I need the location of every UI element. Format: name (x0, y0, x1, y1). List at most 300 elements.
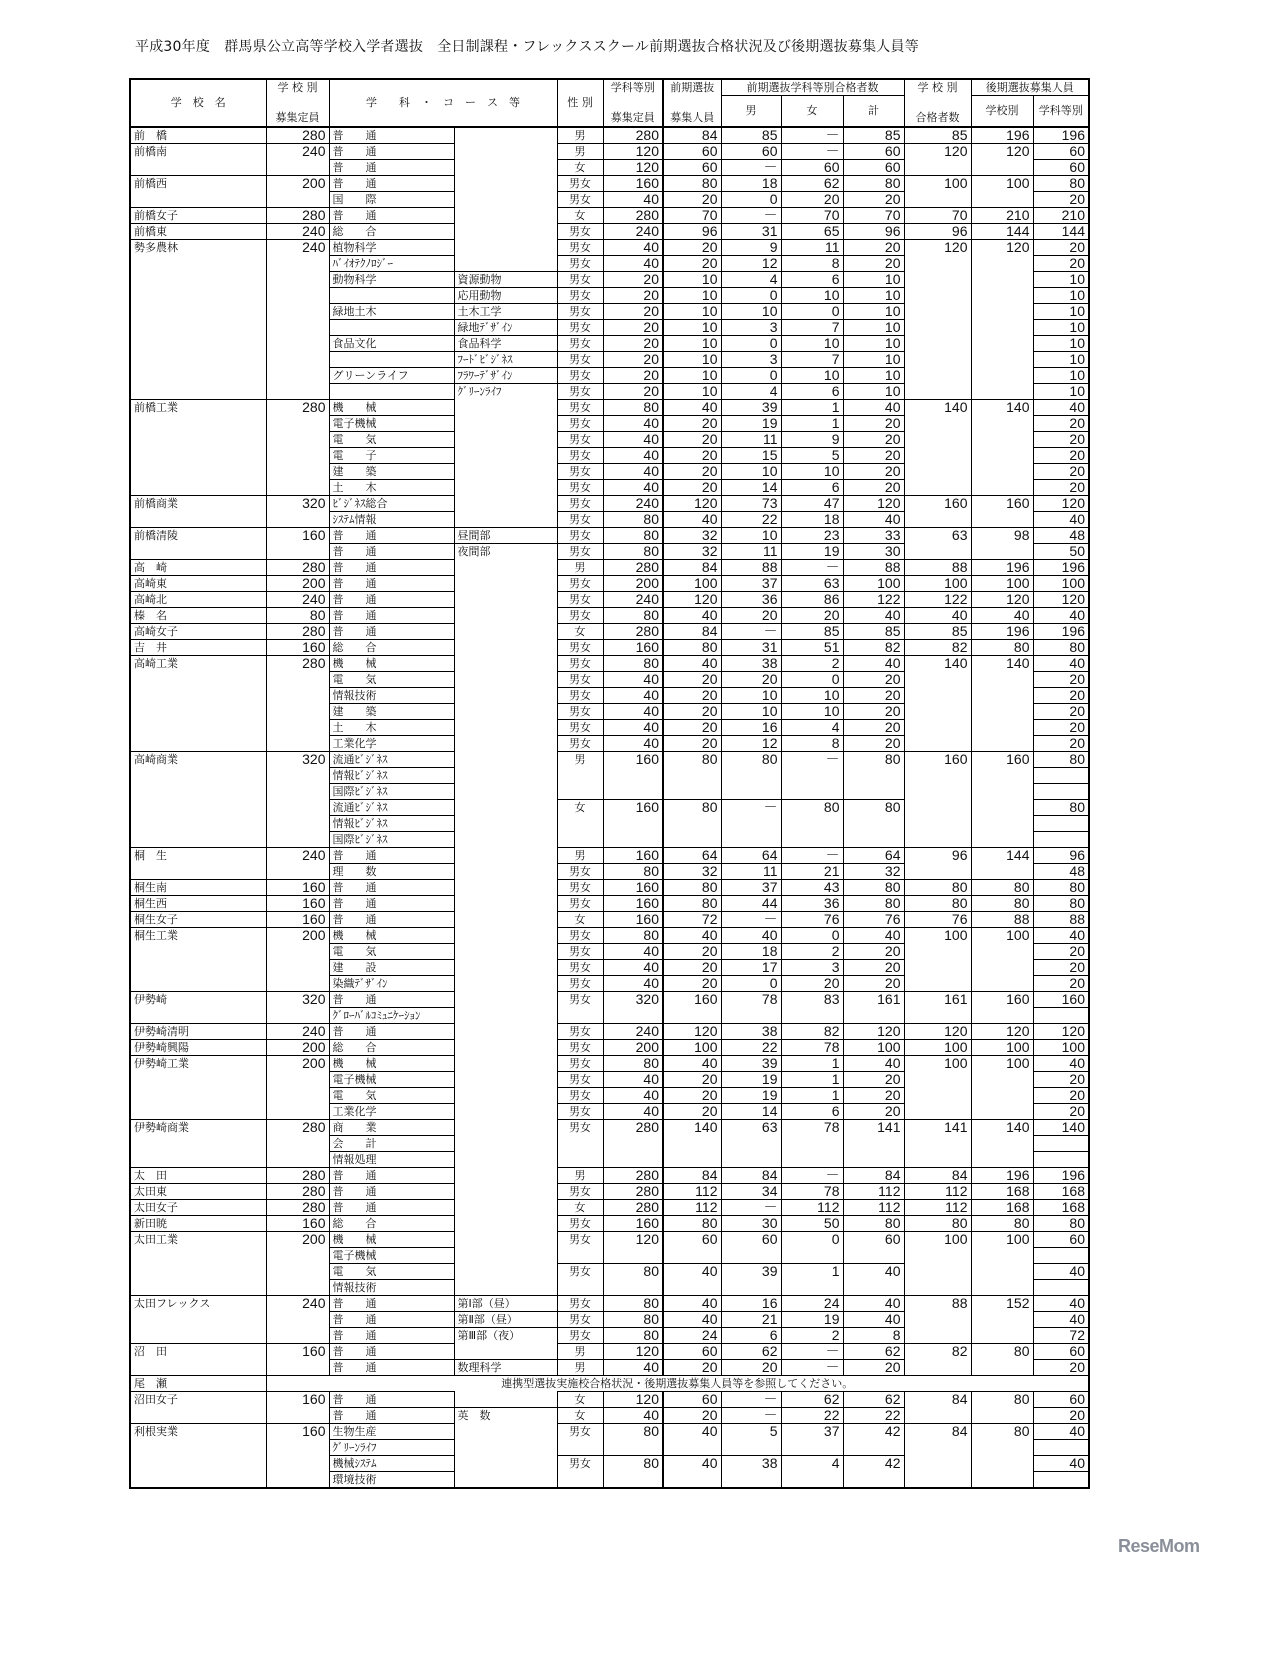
course-cell (454, 800, 557, 816)
department-cell: 情報技術 (329, 688, 454, 704)
passed-female-cell: － (781, 127, 843, 144)
department-cell: 総 合 (329, 640, 454, 656)
department-cell: 普 通 (329, 144, 454, 160)
later-school-cell (971, 1088, 1033, 1104)
school-name-cell (130, 448, 266, 464)
passed-female-cell: － (781, 1168, 843, 1184)
passed-total-cell: 20 (843, 1072, 904, 1088)
school-capacity-cell: 320 (266, 992, 329, 1008)
school-name-cell (130, 1456, 266, 1472)
early-recruit-cell: 80 (663, 800, 721, 816)
passed-male-cell: 22 (721, 1040, 781, 1056)
dept-capacity-cell: 80 (603, 544, 663, 560)
school-name-cell (130, 1248, 266, 1264)
later-dept-cell (1033, 1472, 1089, 1489)
early-recruit-cell: 10 (663, 320, 721, 336)
table-row (130, 912, 1089, 928)
dept-capacity-cell: 40 (603, 240, 663, 256)
later-school-cell (971, 368, 1033, 384)
school-name-cell: 尾 瀬 (130, 1376, 266, 1392)
early-recruit-cell: 40 (663, 1056, 721, 1072)
school-name-cell (130, 1408, 266, 1424)
later-dept-cell: 40 (1033, 928, 1089, 944)
course-cell (454, 928, 557, 944)
dept-capacity-cell: 80 (603, 1312, 663, 1328)
passed-female-cell: 10 (781, 704, 843, 720)
early-recruit-cell: 140 (663, 1120, 721, 1136)
department-cell: 情報処理 (329, 1152, 454, 1168)
passed-male-cell: － (721, 1200, 781, 1216)
department-cell: 会 計 (329, 1136, 454, 1152)
later-dept-cell: 80 (1033, 640, 1089, 656)
school-name-cell (130, 416, 266, 432)
passed-female-cell: 0 (781, 928, 843, 944)
passed-total-cell: 141 (843, 1120, 904, 1136)
passed-female-cell: 83 (781, 992, 843, 1008)
passed-male-cell: 19 (721, 416, 781, 432)
passed-total-cell: 10 (843, 336, 904, 352)
later-school-cell: 120 (971, 1024, 1033, 1040)
later-school-cell (971, 288, 1033, 304)
course-cell: 緑地ﾃﾞｻﾞｲﾝ (454, 320, 557, 336)
passed-total-cell (843, 1472, 904, 1489)
table-row (130, 976, 1089, 992)
department-cell: 動物科学 (329, 272, 454, 288)
school-capacity-cell (266, 1248, 329, 1264)
passed-total-cell: 64 (843, 848, 904, 864)
school-passed-cell: 100 (904, 176, 971, 192)
department-cell: 普 通 (329, 1360, 454, 1376)
early-recruit-cell (663, 1280, 721, 1296)
passed-male-cell: 21 (721, 1312, 781, 1328)
resemom-watermark: ReseMom (1118, 1536, 1200, 1556)
passed-female-cell: 63 (781, 576, 843, 592)
early-recruit-cell: 10 (663, 288, 721, 304)
passed-total-cell: 120 (843, 496, 904, 512)
later-school-cell: 120 (971, 240, 1033, 256)
sex-cell: 男女 (557, 1184, 603, 1200)
passed-male-cell: 30 (721, 1216, 781, 1232)
school-passed-cell (904, 448, 971, 464)
early-recruit-cell: 96 (663, 224, 721, 240)
school-passed-cell: 82 (904, 640, 971, 656)
later-school-cell: 140 (971, 400, 1033, 416)
table-row (130, 576, 1089, 592)
dept-capacity-cell: 40 (603, 1360, 663, 1376)
early-recruit-cell: 80 (663, 880, 721, 896)
early-recruit-cell: 40 (663, 928, 721, 944)
dept-capacity-cell: 240 (603, 1024, 663, 1040)
sex-cell: 男女 (557, 352, 603, 368)
sex-cell: 女 (557, 1392, 603, 1408)
later-school-cell (971, 1008, 1033, 1024)
sex-cell: 男女 (557, 1040, 603, 1056)
dept-capacity-cell: 40 (603, 1088, 663, 1104)
later-school-cell: 100 (971, 1056, 1033, 1072)
school-passed-cell (904, 1328, 971, 1344)
dept-capacity-cell: 40 (603, 464, 663, 480)
department-cell (329, 288, 454, 304)
school-capacity-cell: 280 (266, 560, 329, 576)
later-dept-cell (1033, 1152, 1089, 1168)
early-recruit-cell: 160 (663, 992, 721, 1008)
school-passed-cell (904, 336, 971, 352)
later-school-cell (971, 1280, 1033, 1296)
school-passed-cell: 96 (904, 224, 971, 240)
department-cell: 環境技術 (329, 1472, 454, 1489)
dept-capacity-cell (603, 816, 663, 832)
school-capacity-cell: 160 (266, 880, 329, 896)
table-row (130, 640, 1089, 656)
passed-male-cell: 64 (721, 848, 781, 864)
department-cell: 情報技術 (329, 1280, 454, 1296)
department-cell: 植物科学 (329, 240, 454, 256)
school-capacity-cell: 240 (266, 848, 329, 864)
table-row (130, 352, 1089, 368)
school-name-cell: 利根実業 (130, 1424, 266, 1440)
passed-male-cell: － (721, 160, 781, 176)
sex-cell: 男 (557, 1344, 603, 1360)
header-label: 募集人員 (670, 111, 715, 124)
later-dept-cell: 196 (1033, 624, 1089, 640)
later-school-cell (971, 816, 1033, 832)
dept-capacity-cell: 40 (603, 432, 663, 448)
passed-total-cell: 10 (843, 320, 904, 336)
school-passed-cell (904, 720, 971, 736)
sex-cell: 男女 (557, 880, 603, 896)
later-dept-cell: 10 (1033, 272, 1089, 288)
later-school-cell (971, 1472, 1033, 1489)
course-cell (454, 992, 557, 1008)
sex-cell: 男女 (557, 240, 603, 256)
passed-male-cell (721, 1248, 781, 1264)
school-passed-cell (904, 960, 971, 976)
early-recruit-cell: 40 (663, 608, 721, 624)
department-cell: 電 気 (329, 1264, 454, 1280)
passed-total-cell: 20 (843, 672, 904, 688)
passed-male-cell: 0 (721, 976, 781, 992)
passed-male-cell: 38 (721, 656, 781, 672)
later-school-cell: 160 (971, 992, 1033, 1008)
passed-male-cell: 40 (721, 928, 781, 944)
table-row (130, 496, 1089, 512)
course-cell (454, 784, 557, 800)
passed-total-cell: 20 (843, 256, 904, 272)
school-name-cell (130, 1104, 266, 1120)
dept-capacity-cell: 280 (603, 1200, 663, 1216)
later-school-cell: 100 (971, 176, 1033, 192)
dept-capacity-cell (603, 832, 663, 848)
department-cell: 総 合 (329, 1216, 454, 1232)
header-later-school: 学校別 (971, 96, 1033, 127)
sex-cell (557, 1248, 603, 1264)
course-cell: 第Ⅱ部（昼） (454, 1312, 557, 1328)
school-name-cell (130, 832, 266, 848)
school-capacity-cell (266, 352, 329, 368)
school-capacity-cell (266, 688, 329, 704)
table-row (130, 944, 1089, 960)
sex-cell: 男女 (557, 224, 603, 240)
course-cell (454, 1424, 557, 1440)
school-name-cell: 吉 井 (130, 640, 266, 656)
passed-male-cell: 22 (721, 512, 781, 528)
sex-cell: 男女 (557, 1424, 603, 1440)
passed-male-cell: 80 (721, 752, 781, 768)
school-capacity-cell: 320 (266, 752, 329, 768)
school-passed-cell: 40 (904, 608, 971, 624)
school-name-cell (130, 976, 266, 992)
school-name-cell (130, 256, 266, 272)
course-cell (454, 1072, 557, 1088)
school-capacity-cell: 240 (266, 240, 329, 256)
course-cell (454, 1040, 557, 1056)
header-total: 計 (843, 96, 904, 127)
later-school-cell (971, 432, 1033, 448)
school-name-cell (130, 784, 266, 800)
school-passed-cell: 100 (904, 1232, 971, 1248)
table-row (130, 1136, 1089, 1152)
sex-cell (557, 1136, 603, 1152)
school-name-cell: 高崎東 (130, 576, 266, 592)
school-name-cell: 前橋女子 (130, 208, 266, 224)
passed-total-cell: 80 (843, 1216, 904, 1232)
school-capacity-cell (266, 704, 329, 720)
later-school-cell (971, 1456, 1033, 1472)
sex-cell (557, 784, 603, 800)
passed-male-cell (721, 832, 781, 848)
header-department: 学 科 ・ コ ー ス 等 (329, 79, 557, 127)
course-cell (454, 832, 557, 848)
early-recruit-cell: 20 (663, 688, 721, 704)
later-school-cell (971, 256, 1033, 272)
school-passed-cell: 80 (904, 880, 971, 896)
passed-male-cell: 16 (721, 720, 781, 736)
later-school-cell (971, 272, 1033, 288)
course-cell (454, 960, 557, 976)
table-row (130, 1312, 1089, 1328)
department-cell: 土 木 (329, 480, 454, 496)
passed-male-cell: － (721, 624, 781, 640)
department-cell: 食品文化 (329, 336, 454, 352)
passed-female-cell: 6 (781, 480, 843, 496)
department-cell: 普 通 (329, 1408, 454, 1424)
sex-cell: 男女 (557, 592, 603, 608)
school-passed-cell: 96 (904, 848, 971, 864)
header-later-group: 後期選抜募集人員 (971, 79, 1089, 96)
passed-total-cell: 10 (843, 384, 904, 400)
passed-total-cell: 60 (843, 144, 904, 160)
school-capacity-cell: 240 (266, 592, 329, 608)
school-passed-cell (904, 736, 971, 752)
later-school-cell (971, 688, 1033, 704)
sex-cell: 男女 (557, 320, 603, 336)
school-passed-cell: 82 (904, 1344, 971, 1360)
department-cell: 普 通 (329, 1392, 454, 1408)
dept-capacity-cell (603, 784, 663, 800)
sex-cell: 男女 (557, 1456, 603, 1472)
later-dept-cell: 80 (1033, 176, 1089, 192)
passed-female-cell: 65 (781, 224, 843, 240)
later-school-cell: 168 (971, 1184, 1033, 1200)
later-dept-cell: 40 (1033, 1424, 1089, 1440)
later-school-cell: 196 (971, 560, 1033, 576)
passed-total-cell: 40 (843, 1312, 904, 1328)
passed-female-cell: 1 (781, 1088, 843, 1104)
school-passed-cell (904, 416, 971, 432)
passed-total-cell (843, 768, 904, 784)
school-passed-cell: 88 (904, 560, 971, 576)
header-female: 女 (781, 96, 843, 127)
department-cell: 普 通 (329, 592, 454, 608)
passed-total-cell: 10 (843, 368, 904, 384)
school-capacity-cell (266, 1104, 329, 1120)
school-name-cell (130, 384, 266, 400)
school-capacity-cell (266, 288, 329, 304)
school-capacity-cell: 280 (266, 1168, 329, 1184)
passed-male-cell: 39 (721, 1056, 781, 1072)
table-row (130, 160, 1089, 176)
later-dept-cell: 20 (1033, 704, 1089, 720)
department-cell: 普 通 (329, 880, 454, 896)
early-recruit-cell: 100 (663, 576, 721, 592)
later-school-cell: 88 (971, 912, 1033, 928)
early-recruit-cell: 32 (663, 544, 721, 560)
early-recruit-cell (663, 1248, 721, 1264)
sex-cell: 女 (557, 160, 603, 176)
passed-male-cell (721, 1472, 781, 1489)
passed-male-cell: 62 (721, 1344, 781, 1360)
passed-total-cell: 20 (843, 448, 904, 464)
later-dept-cell: 20 (1033, 480, 1089, 496)
later-dept-cell: 80 (1033, 800, 1089, 816)
course-cell (454, 208, 557, 224)
school-name-cell: 桐生西 (130, 896, 266, 912)
course-cell (454, 816, 557, 832)
dept-capacity-cell: 280 (603, 1168, 663, 1184)
early-recruit-cell: 20 (663, 256, 721, 272)
department-cell: 情報ﾋﾞｼﾞﾈｽ (329, 816, 454, 832)
school-capacity-cell: 280 (266, 656, 329, 672)
school-passed-cell (904, 768, 971, 784)
department-cell: グリーンライフ (329, 368, 454, 384)
passed-total-cell: 85 (843, 624, 904, 640)
dept-capacity-cell: 40 (603, 1104, 663, 1120)
school-passed-cell: 140 (904, 400, 971, 416)
dept-capacity-cell: 280 (603, 127, 663, 144)
later-dept-cell: 10 (1033, 336, 1089, 352)
later-school-cell (971, 976, 1033, 992)
later-dept-cell: 196 (1033, 127, 1089, 144)
later-dept-cell: 144 (1033, 224, 1089, 240)
dept-capacity-cell: 280 (603, 208, 663, 224)
school-passed-cell (904, 288, 971, 304)
passed-male-cell: 10 (721, 704, 781, 720)
department-cell (329, 320, 454, 336)
course-cell (454, 752, 557, 768)
passed-female-cell (781, 816, 843, 832)
dept-capacity-cell: 80 (603, 528, 663, 544)
department-cell: 工業化学 (329, 1104, 454, 1120)
passed-total-cell: 80 (843, 896, 904, 912)
later-school-cell: 100 (971, 576, 1033, 592)
sex-cell: 男 (557, 848, 603, 864)
passed-male-cell: 38 (721, 1456, 781, 1472)
passed-male-cell: 12 (721, 256, 781, 272)
early-recruit-cell: 80 (663, 176, 721, 192)
school-capacity-cell (266, 256, 329, 272)
passed-female-cell: 20 (781, 608, 843, 624)
school-capacity-cell: 160 (266, 1216, 329, 1232)
passed-female-cell: － (781, 144, 843, 160)
early-recruit-cell: 10 (663, 304, 721, 320)
later-dept-cell: 96 (1033, 848, 1089, 864)
passed-total-cell: 10 (843, 304, 904, 320)
passed-male-cell (721, 816, 781, 832)
later-school-cell: 80 (971, 640, 1033, 656)
school-passed-cell (904, 864, 971, 880)
sex-cell: 男 (557, 144, 603, 160)
school-passed-cell (904, 1104, 971, 1120)
header-school-capacity (266, 79, 329, 127)
later-dept-cell (1033, 816, 1089, 832)
school-name-cell (130, 1152, 266, 1168)
dept-capacity-cell: 40 (603, 192, 663, 208)
dept-capacity-cell: 20 (603, 368, 663, 384)
passed-total-cell (843, 1008, 904, 1024)
school-name-cell (130, 464, 266, 480)
school-capacity-cell (266, 816, 329, 832)
school-capacity-cell: 240 (266, 1024, 329, 1040)
passed-female-cell: 1 (781, 1056, 843, 1072)
school-capacity-cell (266, 416, 329, 432)
course-cell (454, 512, 557, 528)
later-dept-cell (1033, 1136, 1089, 1152)
passed-total-cell: 62 (843, 1392, 904, 1408)
school-passed-cell: 84 (904, 1392, 971, 1408)
school-capacity-cell (266, 1008, 329, 1024)
passed-female-cell: 5 (781, 448, 843, 464)
school-capacity-cell (266, 1312, 329, 1328)
later-school-cell: 100 (971, 1040, 1033, 1056)
sex-cell (557, 832, 603, 848)
passed-total-cell: 76 (843, 912, 904, 928)
passed-female-cell: 6 (781, 272, 843, 288)
course-cell (454, 1344, 557, 1360)
passed-female-cell (781, 1152, 843, 1168)
later-school-cell (971, 448, 1033, 464)
course-cell (454, 127, 557, 144)
passed-total-cell: 60 (843, 160, 904, 176)
course-cell (454, 704, 557, 720)
table-row (130, 480, 1089, 496)
sex-cell: 女 (557, 624, 603, 640)
school-capacity-cell: 160 (266, 1344, 329, 1360)
dept-capacity-cell: 40 (603, 688, 663, 704)
table-row (130, 1424, 1089, 1440)
passed-total-cell: 70 (843, 208, 904, 224)
passed-total-cell: 20 (843, 464, 904, 480)
department-cell: ﾊﾞｲｵﾃｸﾉﾛｼﾞｰ (329, 256, 454, 272)
school-name-cell: 伊勢崎商業 (130, 1120, 266, 1136)
passed-male-cell: 36 (721, 592, 781, 608)
course-cell: 第Ⅲ部（夜） (454, 1328, 557, 1344)
school-name-cell: 太田東 (130, 1184, 266, 1200)
passed-total-cell: 161 (843, 992, 904, 1008)
later-dept-cell (1033, 768, 1089, 784)
later-school-cell (971, 304, 1033, 320)
table-row (130, 1376, 1089, 1392)
later-dept-cell: 100 (1033, 1040, 1089, 1056)
